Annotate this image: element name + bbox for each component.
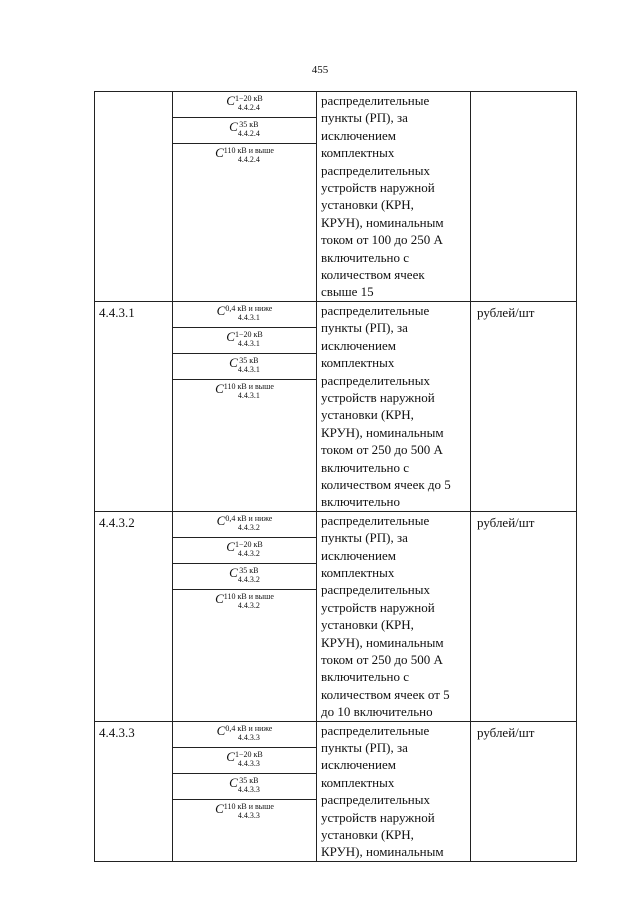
symbol-letter: C <box>229 564 238 580</box>
symbol-subscript: 4.4.3.2 <box>237 522 260 532</box>
symbol-letter: C <box>226 538 235 554</box>
rate-symbol <box>173 118 316 144</box>
symbol-subscript: 4.4.3.3 <box>237 784 260 794</box>
symbol-superscript: 1−20 кВ <box>234 749 263 759</box>
rate-symbol <box>173 564 316 590</box>
description-text: распределительные пункты (РП), за исключением комплектных распределительных устройств наружной установки (КРН, КРУН), номинальным током от 250 до 500 А включительно с количеством ячеек от 5 до 10 включительно <box>321 512 450 720</box>
page-number: 455 <box>311 64 329 76</box>
item-code: 4.4.3.3 <box>95 721 173 861</box>
item-description <box>317 301 471 511</box>
symbol-cell <box>173 511 317 721</box>
rate-symbol <box>173 722 316 748</box>
unit-of-measure: рублей/шт <box>471 511 577 721</box>
symbol-superscript: 0,4 кВ и ниже <box>225 303 273 313</box>
symbol-superscript: 35 кВ <box>239 120 259 129</box>
symbol-subscript: 4.4.3.1 <box>237 390 260 400</box>
symbol-superscript: 1−20 кВ <box>234 329 263 339</box>
symbol-subscript: 4.4.2.4 <box>237 129 260 138</box>
table-row <box>95 511 577 721</box>
symbol-subscript: 4.4.3.2 <box>237 600 260 610</box>
symbol-superscript: 110 кВ и выше <box>223 591 274 601</box>
symbol-letter: C <box>215 800 224 816</box>
symbol-cell <box>173 301 317 511</box>
description-text: распределительные пункты (РП), за исключением комплектных распределительных устройств наружной установки (КРН, КРУН), номинальным <box>321 722 444 860</box>
symbol-subscript: 4.4.3.2 <box>237 548 260 558</box>
rate-symbol <box>173 354 316 380</box>
table-row <box>95 721 577 861</box>
unit-of-measure <box>471 92 577 302</box>
symbol-letter: C <box>229 354 238 370</box>
unit-of-measure: рублей/шт <box>471 301 577 511</box>
rate-symbol <box>173 748 316 774</box>
symbol-superscript: 35 кВ <box>239 775 259 785</box>
rate-symbol <box>173 328 316 354</box>
description-text: распределительные пункты (РП), за исключением комплектных распределительных устройств наружной установки (КРН, КРУН), номинальным током от 250 до 500 А включительно с количеством ячеек до 5 включительно <box>321 302 451 510</box>
rate-symbol <box>173 512 316 538</box>
symbol-superscript: 110 кВ и выше <box>223 801 274 811</box>
symbol-letter: C <box>216 722 226 738</box>
symbol-letter: C <box>215 590 224 606</box>
table-row <box>95 301 577 511</box>
symbol-letter: C <box>229 774 238 790</box>
symbol-subscript: 4.4.2.4 <box>237 103 260 112</box>
symbol-subscript: 4.4.3.3 <box>237 758 260 768</box>
item-description <box>317 92 471 302</box>
item-description <box>317 721 471 861</box>
symbol-letter: C <box>226 748 235 764</box>
rate-symbol <box>173 774 316 800</box>
rate-symbol <box>173 144 316 170</box>
symbol-letter: C <box>216 512 226 528</box>
rate-symbol <box>173 92 316 118</box>
rate-symbol <box>173 800 316 826</box>
item-description <box>317 511 471 721</box>
symbol-letter: C <box>226 93 235 108</box>
item-code: 4.4.3.2 <box>95 511 173 721</box>
item-code: 4.4.3.1 <box>95 301 173 511</box>
symbol-superscript: 110 кВ и выше <box>223 381 274 391</box>
symbol-letter: C <box>226 328 235 344</box>
rate-symbol <box>173 590 316 616</box>
symbol-letter: C <box>216 302 226 318</box>
symbol-superscript: 35 кВ <box>239 355 259 365</box>
symbol-cell <box>173 721 317 861</box>
table-row <box>95 92 577 302</box>
symbol-letter: C <box>215 145 224 160</box>
rate-symbol <box>173 538 316 564</box>
rate-symbol <box>173 302 316 328</box>
symbol-subscript: 4.4.3.2 <box>237 574 260 584</box>
symbol-subscript: 4.4.3.1 <box>237 364 260 374</box>
symbol-subscript: 4.4.3.1 <box>237 312 260 322</box>
symbol-subscript: 4.4.3.3 <box>237 732 260 742</box>
symbol-superscript: 35 кВ <box>239 565 259 575</box>
symbol-letter: C <box>215 380 224 396</box>
symbol-subscript: 4.4.2.4 <box>237 155 260 164</box>
symbol-subscript: 4.4.3.3 <box>237 810 260 820</box>
rate-symbol <box>173 380 316 406</box>
item-code <box>95 92 173 302</box>
symbol-superscript: 0,4 кВ и ниже <box>225 513 273 523</box>
symbol-superscript: 1−20 кВ <box>234 94 263 103</box>
symbol-cell <box>173 92 317 302</box>
symbol-letter: C <box>229 119 238 134</box>
symbol-subscript: 4.4.3.1 <box>237 338 260 348</box>
symbol-superscript: 1−20 кВ <box>234 539 263 549</box>
description-text: распределительные пункты (РП), за исключением комплектных распределительных устройств наружной установки (КРН, КРУН), номинальным током от 100 до 250 А включительно с количеством ячеек свыше 15 <box>321 93 444 300</box>
symbol-superscript: 0,4 кВ и ниже <box>225 723 273 733</box>
tariff-table <box>94 91 577 862</box>
unit-of-measure: рублей/шт <box>471 721 577 861</box>
symbol-superscript: 110 кВ и выше <box>223 146 274 155</box>
